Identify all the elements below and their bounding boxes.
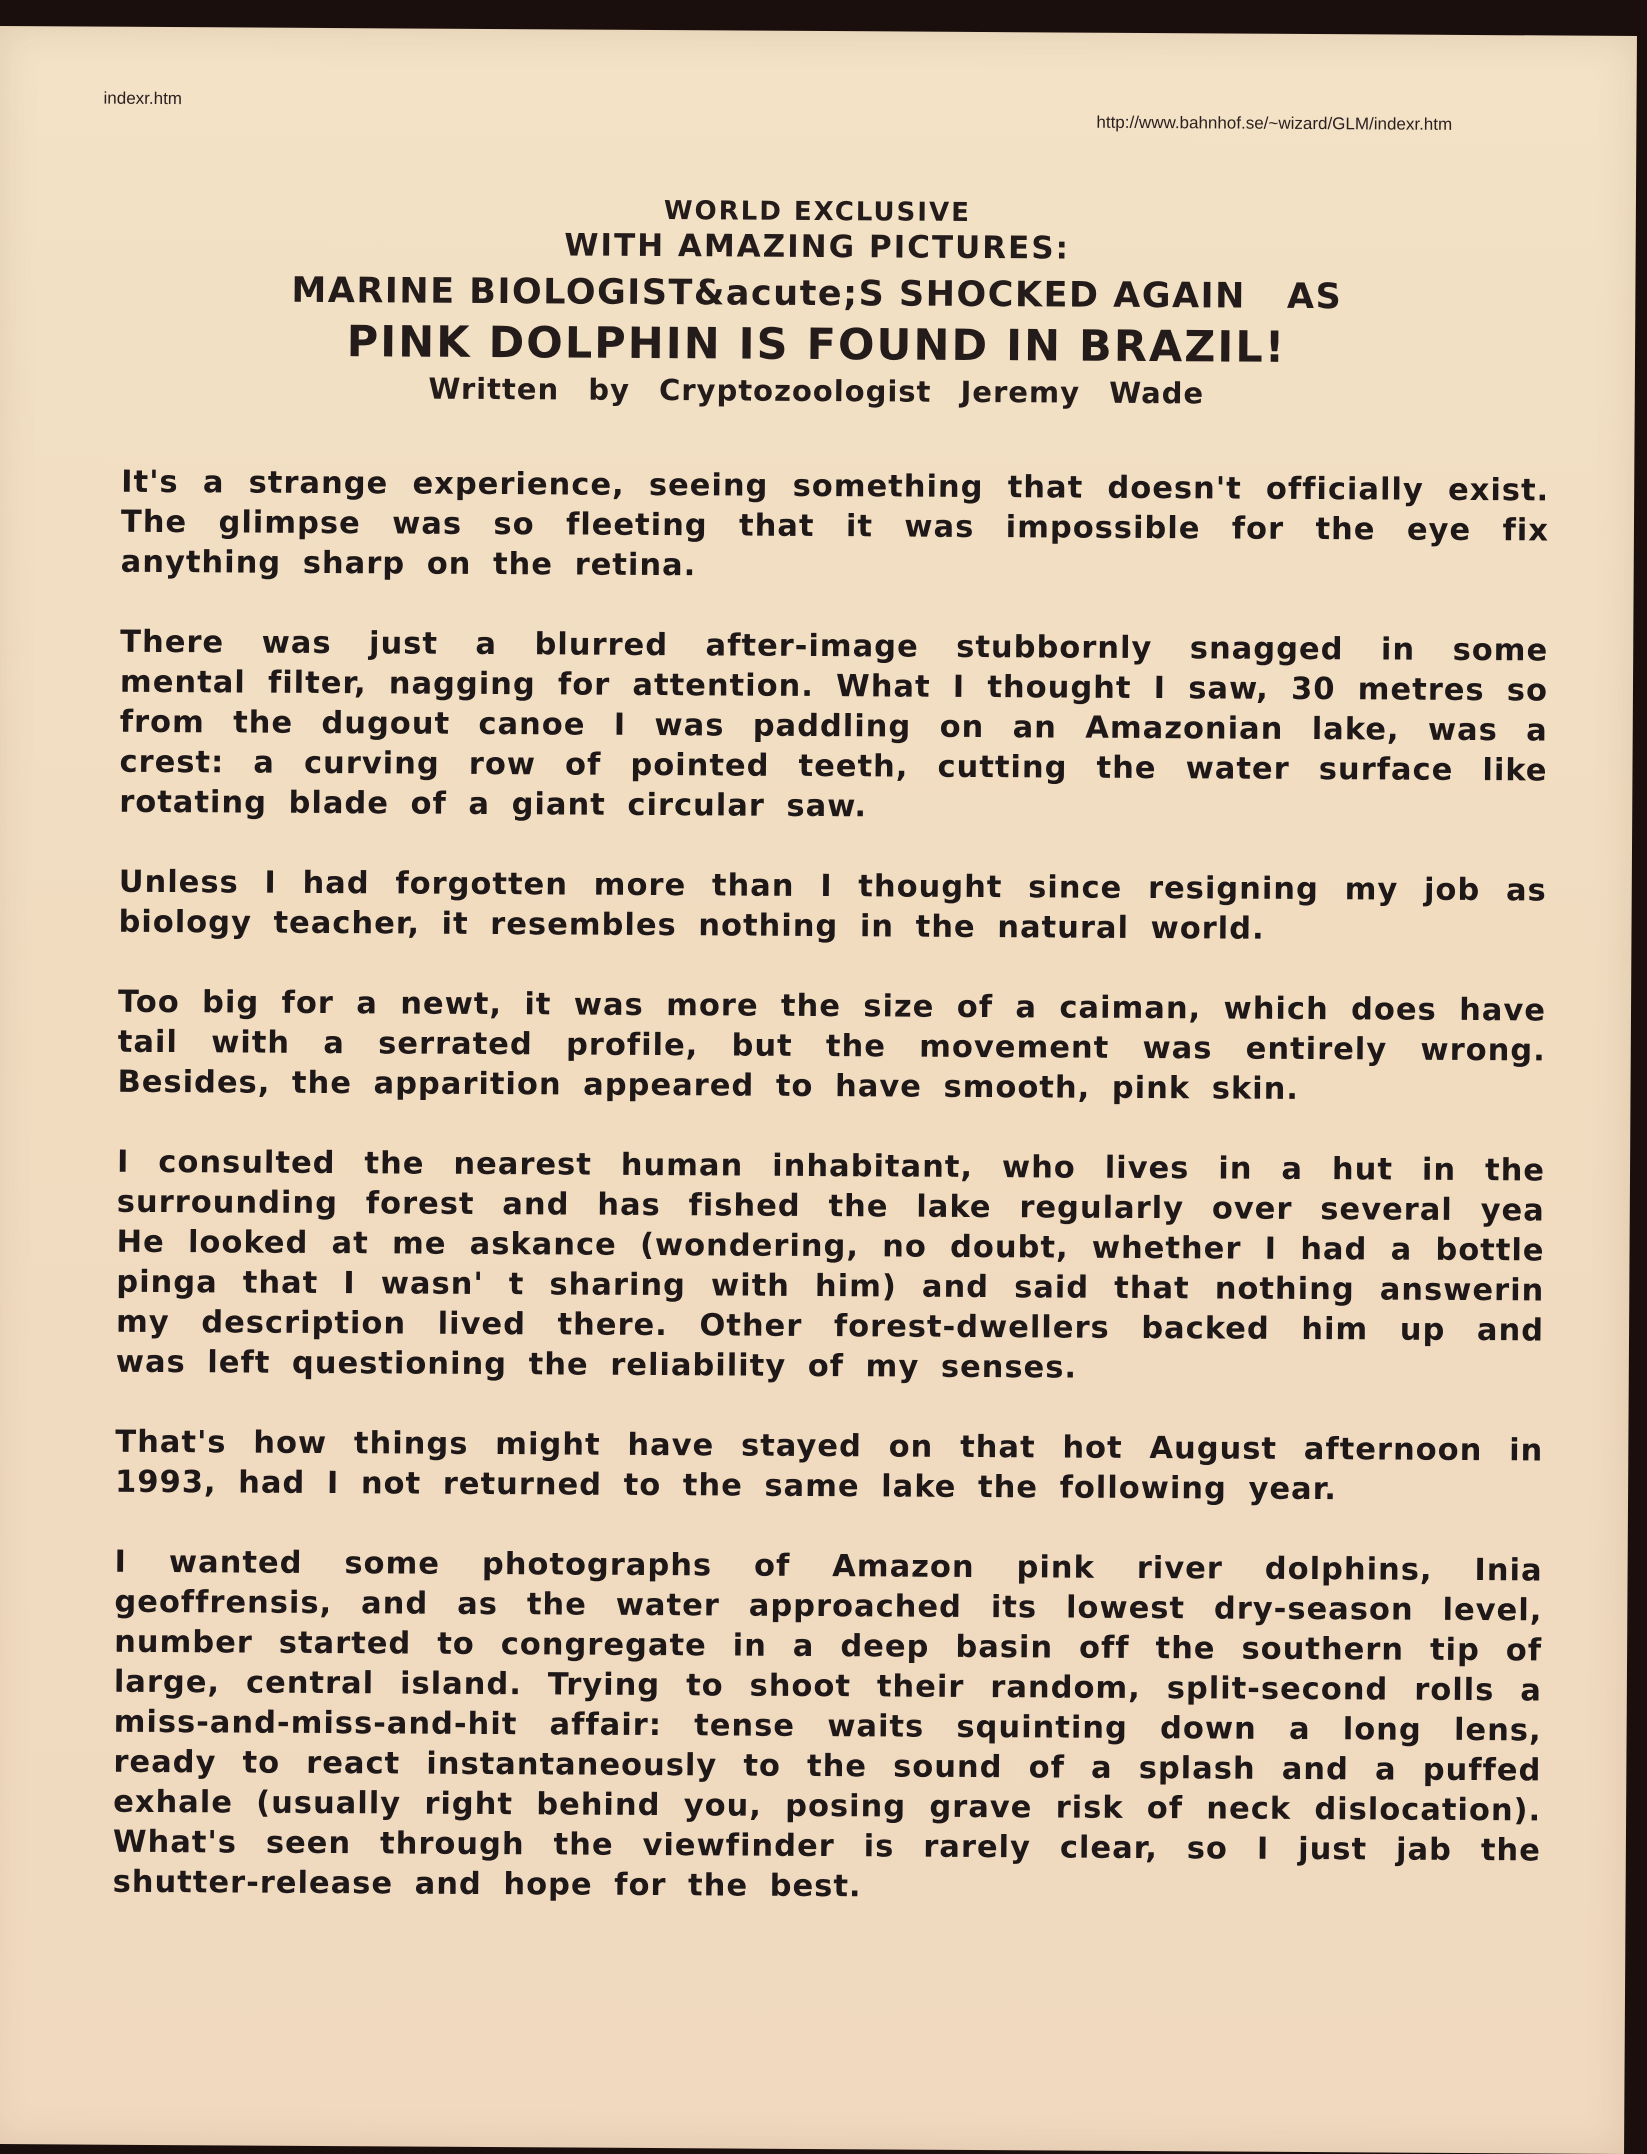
subheadline: MARINE BIOLOGIST&acute;S SHOCKED AGAIN AS: [291, 270, 1343, 318]
kicker-world-exclusive: WORLD EXCLUSIVE: [663, 196, 971, 228]
article-body: [112, 463, 1549, 1952]
paragraph: Unless I had forgotten more than I thought since resigning my job as biology teacher, it resembles nothing in the natural world.: [118, 864, 1547, 947]
paragraph: I wanted some photographs of Amazon pink river dolphins, Inia geoffrensis, and as the water approached its lowest dry-season level, number started to congregate in a deep basin off the southern tip of large, central island. Trying to shoot their random, split-second rolls a miss-and-miss-and-hit affair: tense waits squinting down a long lens, ready to react instantaneously to the sound of a splash and a puffed exhale (usually right behind you, posing grave risk of neck dislocation). What's seen through the viewfinder is rarely clear, so I just jab the shutter-release and hope for the best.: [112, 1544, 1543, 1905]
header-filename: indexr.htm: [103, 88, 183, 109]
paragraph: There was just a blurred after-image stubbornly snagged in some mental filter, nagging for attention. What I thought I saw, 30 metres so from the dugout canoe I was paddling on an Amazonian lake, was a crest: a curving row of pointed teeth, cutting the water surface like rotating blade of a giant circular saw.: [119, 624, 1549, 825]
header-url: http://www.bahnhof.se/~wizard/GLM/indexr.htm: [1096, 112, 1453, 134]
paragraph: I consulted the nearest human inhabitant, who lives in a hut in the surrounding forest and has fished the lake regularly over several yea He looked at me askance (wondering, no doubt, whether I had a bottle pinga that I wasn' t sharing with him) and said that nothing answerin my description lived there. Other forest-dwellers backed him up and was left questioning the reliability of my senses.: [115, 1144, 1546, 1386]
byline: Written by Cryptozoologist Jeremy Wade: [428, 371, 1205, 411]
headline: PINK DOLPHIN IS FOUND IN BRAZIL!: [346, 317, 1287, 373]
paragraph: That's how things might have stayed on that hot August afternoon in 1993, had I not returned to the same lake the following year.: [114, 1424, 1544, 1508]
title-block: [0, 190, 1636, 414]
kicker-amazing-pictures: WITH AMAZING PICTURES:: [564, 227, 1071, 267]
paragraph: Too big for a newt, it was more the size of a caiman, which does have tail with a serrated profile, but the movement was entirely wrong. Besides, the apparition appeared to have smooth, pink skin.: [117, 984, 1547, 1107]
printed-page: [0, 26, 1637, 2154]
paragraph: It's a strange experience, seeing something that doesn't officially exist. The glimpse was so fleeting that it was impossible for the eye fix anything sharp on the retina.: [120, 464, 1550, 584]
